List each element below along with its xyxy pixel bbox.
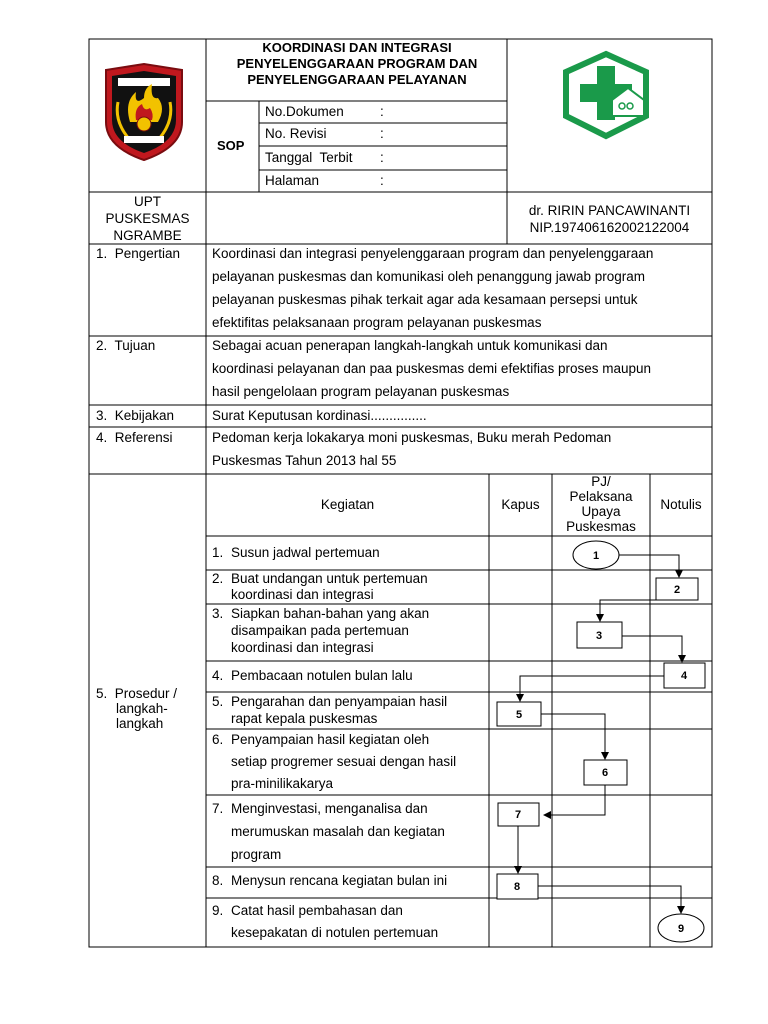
section-label-referensi: 4. Referensi	[96, 430, 173, 445]
step-number: 2.	[212, 571, 224, 586]
step-text: kesepakatan di notulen pertemuan	[231, 925, 439, 940]
step-text: disampaikan pada pertemuan	[231, 623, 409, 638]
section-label-kebijakan: 3. Kebijakan	[96, 408, 175, 423]
flow-label: 5	[515, 709, 523, 721]
flow-label: 7	[514, 809, 522, 821]
section-text-line: koordinasi pelayanan dan paa puskesmas demi efektifias proses maupun	[212, 361, 652, 376]
section-text-line: hasil pengelolaan program pelayanan puskesmas	[212, 384, 510, 399]
step-text: Catat hasil pembahasan dan	[231, 903, 403, 918]
flow-arrow	[544, 785, 605, 815]
step-number: 9.	[212, 903, 224, 918]
step-number: 8.	[212, 873, 224, 888]
doc-field-sep: :	[380, 150, 384, 165]
flow-arrow	[538, 886, 681, 913]
section-text-line: Koordinasi dan integrasi penyelenggaraan program dan penyelenggaraan	[212, 246, 654, 261]
section-label-tujuan: 2. Tujuan	[96, 338, 156, 353]
flow-label: 8	[513, 881, 521, 893]
flow-label: 4	[680, 670, 688, 682]
step-text: Penyampaian hasil kegiatan oleh	[231, 732, 430, 747]
step-text: pra-minilikakarya	[231, 776, 334, 791]
step-text: Buat undangan untuk pertemuan	[231, 571, 428, 586]
flow-arrow	[600, 600, 656, 621]
section-text-line: Surat Keputusan kordinasi...............	[212, 408, 427, 423]
flow-label: 9	[677, 923, 685, 935]
pj-line: Upaya	[581, 504, 621, 519]
section-text-line: Pedoman kerja lokakarya moni puskesmas, Buku merah Pedoman	[212, 430, 612, 445]
sop-label: SOP	[217, 138, 245, 153]
title-line: PENYELENGGARAAN PROGRAM DAN	[236, 56, 478, 71]
step-number: 5.	[212, 694, 224, 709]
step-text: Pengarahan dan penyampaian hasil	[231, 694, 448, 709]
flow-arrow	[622, 636, 682, 662]
unit-line: UPT	[134, 194, 161, 209]
doc-field-sep: :	[380, 126, 384, 141]
section-label-pengertian: 1. Pengertian	[96, 246, 181, 261]
step-number: 4.	[212, 668, 224, 683]
doc-field-label: No. Revisi	[265, 126, 327, 141]
step-text: merumuskan masalah dan kegiatan	[231, 824, 445, 839]
title-line: PENYELENGGARAAN PELAYANAN	[247, 72, 467, 87]
unit-line: PUSKESMAS	[105, 211, 190, 226]
procedure-label-line: langkah-	[116, 701, 168, 716]
step-number: 7.	[212, 801, 224, 816]
signer-nip: NIP.197406162002122004	[529, 220, 690, 235]
step-text: rapat kepala puskesmas	[231, 711, 378, 726]
section-text-line: pelayanan puskesmas pihak terkait agar ada kesamaan persepsi untuk	[212, 292, 638, 307]
flow-arrow	[520, 676, 664, 701]
flow-label: 2	[673, 584, 681, 596]
pj-line: Puskesmas	[566, 519, 636, 534]
flow-label: 1	[592, 550, 600, 562]
step-number: 3.	[212, 606, 224, 621]
doc-field-label: No.Dokumen	[265, 104, 344, 119]
flow-label: 6	[601, 767, 609, 779]
step-text: Menginvestasi, menganalisa dan	[231, 801, 428, 816]
section-text-line: pelayanan puskesmas dan komunikasi oleh penanggung jawab program	[212, 269, 646, 284]
procedure-label-line: langkah	[116, 716, 164, 731]
step-text: program	[231, 847, 282, 862]
section-text-line: Puskesmas Tahun 2013 hal 55	[212, 453, 397, 468]
step-text: koordinasi dan integrasi	[231, 640, 374, 655]
column-header-kapus: Kapus	[501, 497, 540, 512]
doc-field-sep: :	[380, 104, 384, 119]
step-number: 1.	[212, 545, 224, 560]
step-text: setiap progremer sesuai dengan hasil	[231, 754, 457, 769]
column-header-kegiatan: Kegiatan	[320, 497, 375, 512]
signer-name: dr. RIRIN PANCAWINANTI	[528, 203, 691, 218]
section-text-line: efektifitas pelaksanaan program pelayanan puskesmas	[212, 315, 542, 330]
column-header-notulis: Notulis	[660, 497, 702, 512]
doc-field-label: Halaman	[265, 173, 320, 188]
flow-arrow	[619, 555, 679, 577]
step-text: Pembacaan notulen bulan lalu	[231, 668, 413, 683]
flow-label: 3	[595, 630, 603, 642]
step-number: 6.	[212, 732, 224, 747]
step-text: Siapkan bahan-bahan yang akan	[231, 606, 430, 621]
step-text: koordinasi dan integrasi	[231, 587, 374, 602]
procedure-label-line: 5. Prosedur /	[96, 686, 178, 701]
doc-field-label: Tanggal Terbit	[265, 150, 353, 165]
section-text-line: Sebagai acuan penerapan langkah-langkah untuk komunikasi dan	[212, 338, 608, 353]
step-text: Menysun rencana kegiatan bulan ini	[231, 873, 448, 888]
title-line: KOORDINASI DAN INTEGRASI	[262, 40, 452, 55]
pj-line: PJ/	[591, 474, 611, 489]
flow-arrow	[541, 714, 605, 759]
pj-line: Pelaksana	[569, 489, 633, 504]
doc-field-sep: :	[380, 173, 384, 188]
unit-line: NGRAMBE	[113, 228, 182, 243]
step-text: Susun jadwal pertemuan	[231, 545, 380, 560]
